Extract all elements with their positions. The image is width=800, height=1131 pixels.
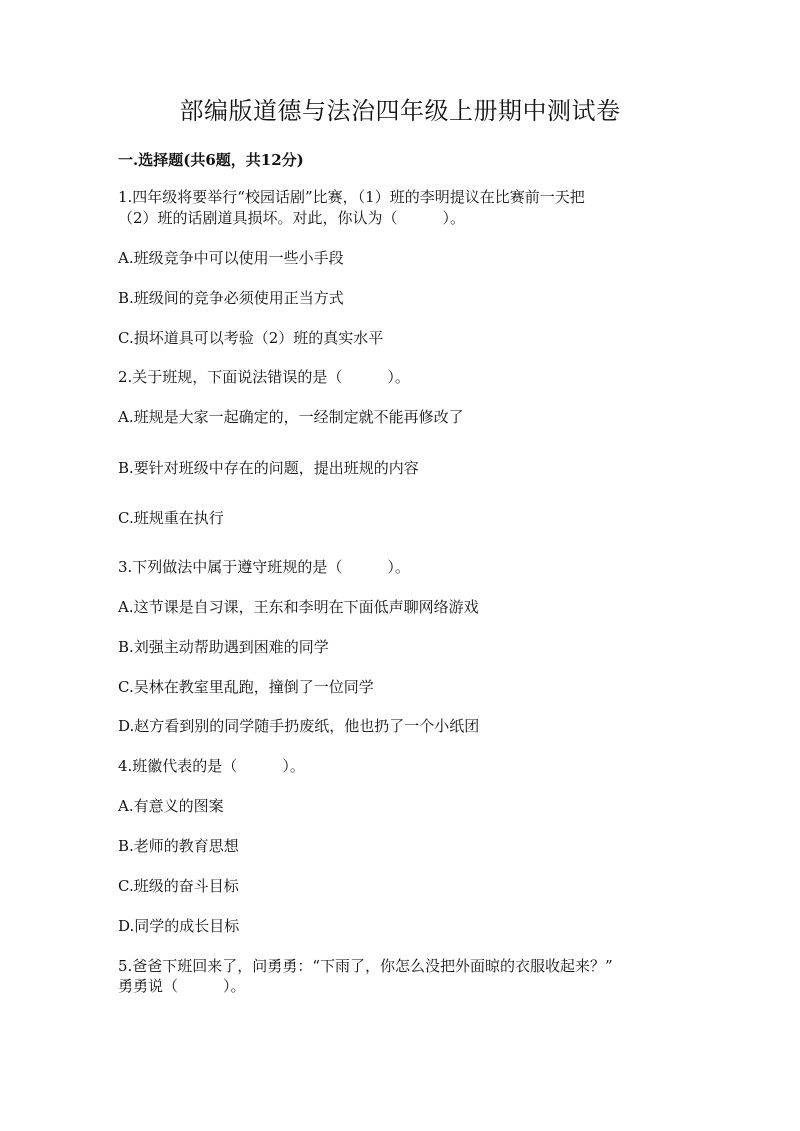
- question-1-option-c: C.损坏道具可以考验（2）班的真实水平: [118, 329, 384, 347]
- question-2-stem: 2.关于班规，下面说法错误的是（ ）。: [118, 368, 410, 386]
- question-5-stem-line-2: 勇勇说（ ）。: [118, 977, 246, 995]
- section-heading: 一.选择题(共6题，共12分): [118, 151, 304, 169]
- page-title: 部编版道德与法治四年级上册期中测试卷: [179, 97, 621, 125]
- question-1-option-a: A.班级竞争中可以使用一些小手段: [118, 249, 344, 267]
- question-3-option-a: A.这节课是自习课，王东和李明在下面低声聊网络游戏: [118, 598, 479, 616]
- question-2-option-a: A.班规是大家一起确定的，一经制定就不能再修改了: [118, 408, 464, 426]
- question-1-option-b: B.班级间的竞争必须使用正当方式: [118, 289, 344, 307]
- question-4-option-c: C.班级的奋斗目标: [118, 877, 239, 895]
- question-4-option-b: B.老师的教育思想: [118, 837, 239, 855]
- question-1-stem-line-2: （2）班的话剧道具损坏。对此，你认为（ ）。: [118, 209, 466, 227]
- question-3-option-b: B.刘强主动帮助遇到困难的同学: [118, 638, 329, 656]
- question-2-option-b: B.要针对班级中存在的问题，提出班规的内容: [118, 459, 419, 477]
- question-1-stem-line-1: 1.四年级将要举行“校园话剧”比赛，（1）班的李明提议在比赛前一天把: [118, 188, 585, 206]
- question-4-stem: 4.班徽代表的是（ ）。: [118, 757, 305, 775]
- question-5-stem-line-1: 5.爸爸下班回来了，问勇勇：“下雨了，你怎么没把外面晾的衣服收起来？”: [118, 957, 613, 975]
- question-3-stem: 3.下列做法中属于遵守班规的是（ ）。: [118, 558, 410, 576]
- question-3-option-d: D.赵方看到别的同学随手扔废纸，他也扔了一个小纸团: [118, 717, 480, 735]
- question-3-option-c: C.吴林在教室里乱跑，撞倒了一位同学: [118, 678, 374, 696]
- question-4-option-d: D.同学的成长目标: [118, 917, 240, 935]
- question-4-option-a: A.有意义的图案: [118, 797, 224, 815]
- question-2-option-c: C.班规重在执行: [118, 509, 224, 527]
